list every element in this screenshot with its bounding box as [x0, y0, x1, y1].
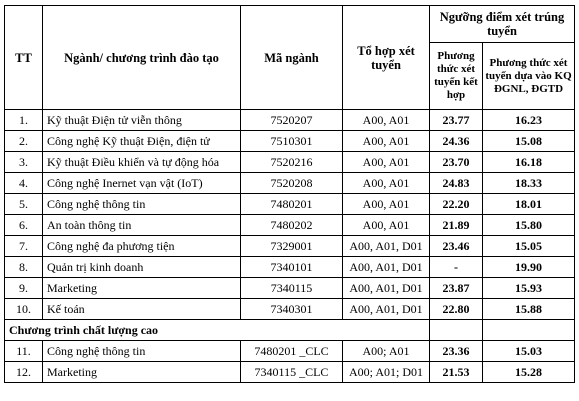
cell-score-assessment: 16.23 [483, 110, 575, 131]
cell-tt: 8. [5, 257, 43, 278]
table-row [5, 131, 575, 152]
cell-score-assessment: 18.33 [483, 173, 575, 194]
cell-program: Công nghệ Kỹ thuật Điện, điện tử [43, 131, 241, 152]
table-row [5, 341, 575, 362]
cell-tt: 2. [5, 131, 43, 152]
header-combo: Tổ hợp xét tuyển [343, 6, 430, 110]
table-row [5, 362, 575, 383]
cell-program: Công nghệ Inernet vạn vật (IoT) [43, 173, 241, 194]
cell-program: An toàn thông tin [43, 215, 241, 236]
cell-combo: A00, A01, D01 [343, 278, 430, 299]
cell-code: 7340115 [241, 278, 343, 299]
cell-code: 7480202 [241, 215, 343, 236]
table-row [5, 215, 575, 236]
cell-score-combined: 24.83 [430, 173, 483, 194]
cell-score-combined: 22.20 [430, 194, 483, 215]
table-row [5, 173, 575, 194]
cell-code: 7520216 [241, 152, 343, 173]
cell-code: 7520208 [241, 173, 343, 194]
table-row [5, 257, 575, 278]
cell-program: Marketing [43, 362, 241, 383]
cell-combo: A00, A01 [343, 173, 430, 194]
header-program: Ngành/ chương trình đào tạo [43, 6, 241, 110]
header-code: Mã ngành [241, 6, 343, 110]
cell-score-assessment: 15.88 [483, 299, 575, 320]
cell-code: 7340301 [241, 299, 343, 320]
table-row [5, 194, 575, 215]
cell-code: 7480201 _CLC [241, 341, 343, 362]
cell-score-combined: 23.36 [430, 341, 483, 362]
cell-tt: 11. [5, 341, 43, 362]
table-row [5, 278, 575, 299]
cell-tt: 6. [5, 215, 43, 236]
table-row [5, 110, 575, 131]
cell-code: 7340115 _CLC [241, 362, 343, 383]
cell-score-combined: 21.89 [430, 215, 483, 236]
section-empty-cell [430, 320, 483, 341]
cell-program: Công nghệ thông tin [43, 341, 241, 362]
cell-program: Công nghệ thông tin [43, 194, 241, 215]
cell-program: Kế toán [43, 299, 241, 320]
cell-program: Kỹ thuật Điện tử viễn thông [43, 110, 241, 131]
cell-combo: A00, A01 [343, 194, 430, 215]
cell-code: 7329001 [241, 236, 343, 257]
cell-score-combined: 22.80 [430, 299, 483, 320]
cell-combo: A00, A01 [343, 215, 430, 236]
cell-score-assessment: 15.80 [483, 215, 575, 236]
cell-code: 7520207 [241, 110, 343, 131]
cell-code: 7480201 [241, 194, 343, 215]
cell-tt: 7. [5, 236, 43, 257]
table-row [5, 152, 575, 173]
cell-combo: A00, A01, D01 [343, 299, 430, 320]
cell-program: Công nghệ đa phương tiện [43, 236, 241, 257]
section-row [5, 320, 575, 341]
cell-combo: A00, A01 [343, 110, 430, 131]
cell-tt: 1. [5, 110, 43, 131]
cell-tt: 4. [5, 173, 43, 194]
cell-score-combined: 21.53 [430, 362, 483, 383]
cell-combo: A00, A01 [343, 152, 430, 173]
cell-score-assessment: 15.05 [483, 236, 575, 257]
table-body [5, 110, 575, 383]
cell-tt: 9. [5, 278, 43, 299]
cell-score-assessment: 15.03 [483, 341, 575, 362]
cell-tt: 5. [5, 194, 43, 215]
cell-score-assessment: 15.08 [483, 131, 575, 152]
cell-score-assessment: 18.01 [483, 194, 575, 215]
cell-score-combined: 23.70 [430, 152, 483, 173]
cell-program: Quản trị kinh doanh [43, 257, 241, 278]
cell-score-combined: 23.46 [430, 236, 483, 257]
header-method-combined: Phương thức xét tuyển kết hợp [430, 43, 483, 110]
cell-combo: A00, A01, D01 [343, 236, 430, 257]
cell-combo: A00; A01; D01 [343, 362, 430, 383]
cell-combo: A00; A01 [343, 341, 430, 362]
cell-code: 7510301 [241, 131, 343, 152]
header-method-assessment: Phương thức xét tuyển dựa vào KQ ĐGNL, ĐGTD [483, 43, 575, 110]
cell-program: Kỹ thuật Điều khiển và tự động hóa [43, 152, 241, 173]
table-row [5, 299, 575, 320]
cell-combo: A00, A01 [343, 131, 430, 152]
cell-score-combined: 23.87 [430, 278, 483, 299]
section-title: Chương trình chất lượng cao [5, 320, 430, 341]
table-row [5, 236, 575, 257]
cell-score-combined: 24.36 [430, 131, 483, 152]
cell-combo: A00, A01, D01 [343, 257, 430, 278]
cell-score-assessment: 19.90 [483, 257, 575, 278]
section-empty-cell [483, 320, 575, 341]
cell-score-assessment: 15.28 [483, 362, 575, 383]
header-threshold: Ngưỡng điểm xét trúng tuyển [430, 6, 575, 43]
cell-score-assessment: 16.18 [483, 152, 575, 173]
cell-tt: 12. [5, 362, 43, 383]
cell-program: Marketing [43, 278, 241, 299]
cell-tt: 10. [5, 299, 43, 320]
cell-score-combined: - [430, 257, 483, 278]
cell-score-combined: 23.77 [430, 110, 483, 131]
cell-score-assessment: 15.93 [483, 278, 575, 299]
cell-tt: 3. [5, 152, 43, 173]
admission-scores-table [4, 5, 575, 383]
cell-code: 7340101 [241, 257, 343, 278]
header-tt: TT [5, 6, 43, 110]
